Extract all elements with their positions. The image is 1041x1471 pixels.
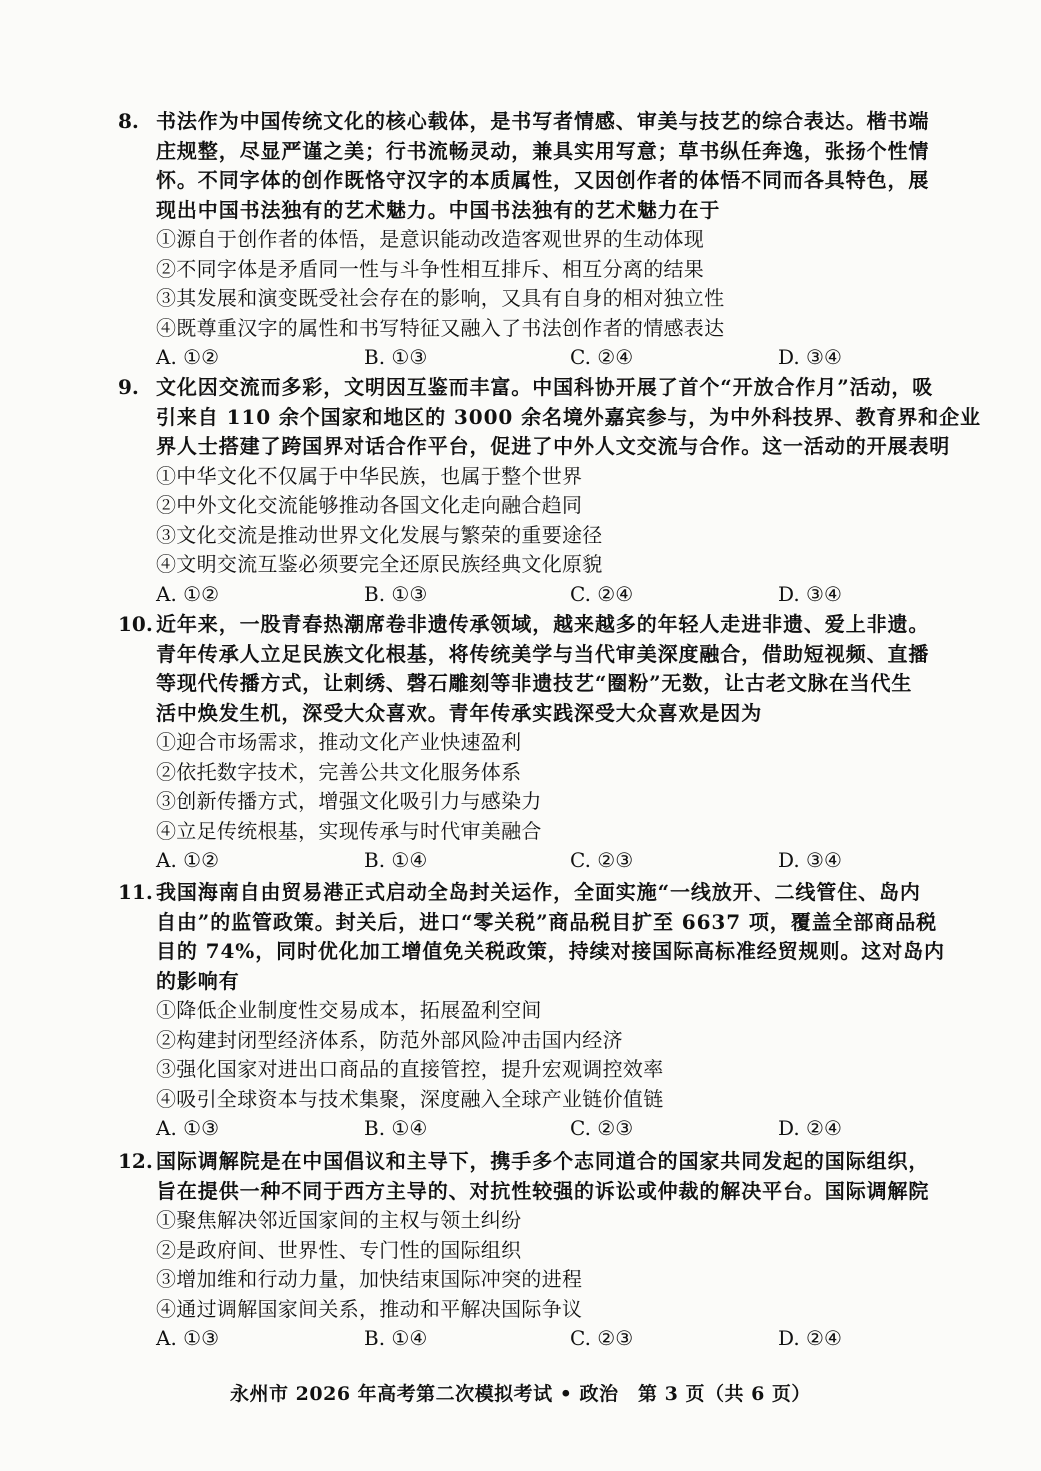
statement: ①降低企业制度性交易成本，拓展盈利空间 — [156, 998, 542, 1022]
option-a: A. ①② — [156, 848, 220, 872]
statement: ②依托数字技术，完善公共文化服务体系 — [156, 759, 522, 784]
option-c: C. ②③ — [570, 1326, 634, 1350]
option-d: D. ③④ — [778, 345, 842, 369]
option-a: A. ①③ — [156, 1116, 220, 1140]
option-row — [156, 1114, 938, 1144]
question-body — [156, 1147, 938, 1354]
option-a: A. ①② — [156, 345, 220, 369]
question-stem-line: 等现代传播方式，让刺绣、磬石雕刻等非遗技艺“圈粉”无数，让古老文脉在当代生 — [156, 671, 913, 695]
statement: ③强化国家对进出口商品的直接管控，提升宏观调控效率 — [156, 1057, 664, 1081]
option-b: B. ①③ — [364, 345, 428, 369]
statement: ①源自于创作者的体悟，是意识能动改造客观世界的生动体现 — [156, 227, 705, 251]
question-stem-line: 青年传承人立足民族文化根基，将传统美学与当代审美深度融合，借助短视频、直播 — [156, 641, 930, 666]
option-d: D. ②④ — [778, 1326, 842, 1350]
statement: ②是政府间、世界性、专门性的国际组织 — [156, 1237, 522, 1262]
statement: ①中华文化不仅属于中华民族，也属于整个世界 — [156, 463, 583, 488]
option-c: C. ②③ — [570, 1116, 634, 1140]
question-stem-line: 庄规整，尽显严谨之美；行书流畅灵动，兼具实用写意；草书纵任奔逸，张扬个性情 — [156, 138, 930, 163]
statement: ③文化交流是推动世界文化发展与繁荣的重要途径 — [156, 522, 603, 547]
statement: ①迎合市场需求，推动文化产业快速盈利 — [156, 730, 522, 754]
statement: ③创新传播方式，增强文化吸引力与感染力 — [156, 789, 542, 813]
question-body — [156, 878, 945, 1144]
question-stem-line: 怀。不同字体的创作既恪守汉字的本质属性，又因创作者的体悟不同而各具特色，展 — [156, 168, 930, 192]
question-body — [156, 373, 981, 609]
option-b: B. ①④ — [364, 1116, 428, 1140]
question-stem-line: 近年来，一股青春热潮席卷非遗传承领域，越来越多的年轻人走进非遗、爱上非遗。 — [156, 612, 930, 636]
question-stem-line: 书法作为中国传统文化的核心载体，是书写者情感、审美与技艺的综合表达。楷书端 — [156, 109, 930, 133]
question-stem-line: 国际调解院是在中国倡议和主导下，携手多个志同道合的国家共同发起的国际组织， — [156, 1149, 930, 1173]
statement: ③其发展和演变既受社会存在的影响，又具有自身的相对独立性 — [156, 286, 725, 310]
question-number: 10. — [118, 612, 153, 636]
option-c: C. ②④ — [570, 345, 634, 369]
question-stem-line: 的影响有 — [156, 968, 240, 993]
question-body — [156, 610, 938, 876]
option-a: A. ①③ — [156, 1326, 220, 1350]
question-stem-line: 我国海南自由贸易港正式启动全岛封关运作，全面实施“一线放开、二线管住、岛内 — [156, 880, 921, 904]
question-stem-line: 目的 74%，同时优化加工增值免关税政策，持续对接国际高标准经贸规则。这对岛内 — [156, 939, 945, 963]
option-row — [156, 1324, 938, 1354]
statement: ②构建封闭型经济体系，防范外部风险冲击国内经济 — [156, 1027, 623, 1052]
statement: ②不同字体是矛盾同一性与斗争性相互排斥、相互分离的结果 — [156, 256, 705, 281]
question-stem-line: 界人士搭建了跨国界对话合作平台，促进了中外人文交流与合作。这一活动的开展表明 — [156, 434, 951, 458]
statement: ④文明交流互鉴必须要完全还原民族经典文化原貌 — [156, 552, 603, 576]
option-row — [156, 580, 938, 610]
question-stem-line: 现出中国书法独有的艺术魅力。中国书法独有的艺术魅力在于 — [156, 197, 721, 222]
statement: ④立足传统根基，实现传承与时代审美融合 — [156, 818, 542, 843]
option-b: B. ①④ — [364, 1326, 428, 1350]
question-number: 11. — [118, 880, 153, 904]
option-b: B. ①④ — [364, 848, 428, 872]
question-number: 12. — [118, 1149, 153, 1173]
question-stem-line: 文化因交流而多彩，文明因互鉴而丰富。中国科协开展了首个“开放合作月”活动，吸 — [156, 375, 934, 399]
statement: ④吸引全球资本与技术集聚，深度融入全球产业链价值链 — [156, 1086, 664, 1111]
option-row — [156, 846, 938, 876]
option-d: D. ③④ — [778, 581, 842, 606]
statement: ③增加维和行动力量，加快结束国际冲突的进程 — [156, 1267, 583, 1291]
option-b: B. ①③ — [364, 581, 428, 606]
statement: ①聚焦解决邻近国家间的主权与领土纠纷 — [156, 1208, 522, 1232]
page-footer: 永州市 2026 年高考第二次模拟考试 • 政治 第 3 页（共 6 页） — [230, 1383, 811, 1405]
option-c: C. ②④ — [570, 581, 634, 606]
option-d: D. ③④ — [778, 848, 842, 872]
statement: ④既尊重汉字的属性和书写特征又融入了书法创作者的情感表达 — [156, 315, 725, 340]
question-stem-line: 自由”的监管政策。封关后，进口“零关税”商品税目扩至 6637 项，覆盖全部商品税 — [156, 909, 938, 934]
question-body — [156, 107, 938, 373]
option-row — [156, 343, 938, 373]
option-d: D. ②④ — [778, 1116, 842, 1140]
question-stem-line: 活中焕发生机，深受大众喜欢。青年传承实践深受大众喜欢是因为 — [156, 700, 763, 725]
statement: ④通过调解国家间关系，推动和平解决国际争议 — [156, 1296, 583, 1321]
question-stem-line: 引来自 110 余个国家和地区的 3000 余名境外嘉宾参与，为中外科技界、教育界和企业 — [156, 404, 981, 429]
statement: ②中外文化交流能够推动各国文化走向融合趋同 — [156, 493, 583, 517]
question-stem-line: 旨在提供一种不同于西方主导的、对抗性较强的诉讼或仲裁的解决平台。国际调解院 — [156, 1178, 930, 1203]
question-number: 8. — [118, 109, 139, 133]
option-c: C. ②③ — [570, 848, 634, 872]
option-a: A. ①② — [156, 581, 220, 606]
question-number: 9. — [118, 375, 139, 399]
